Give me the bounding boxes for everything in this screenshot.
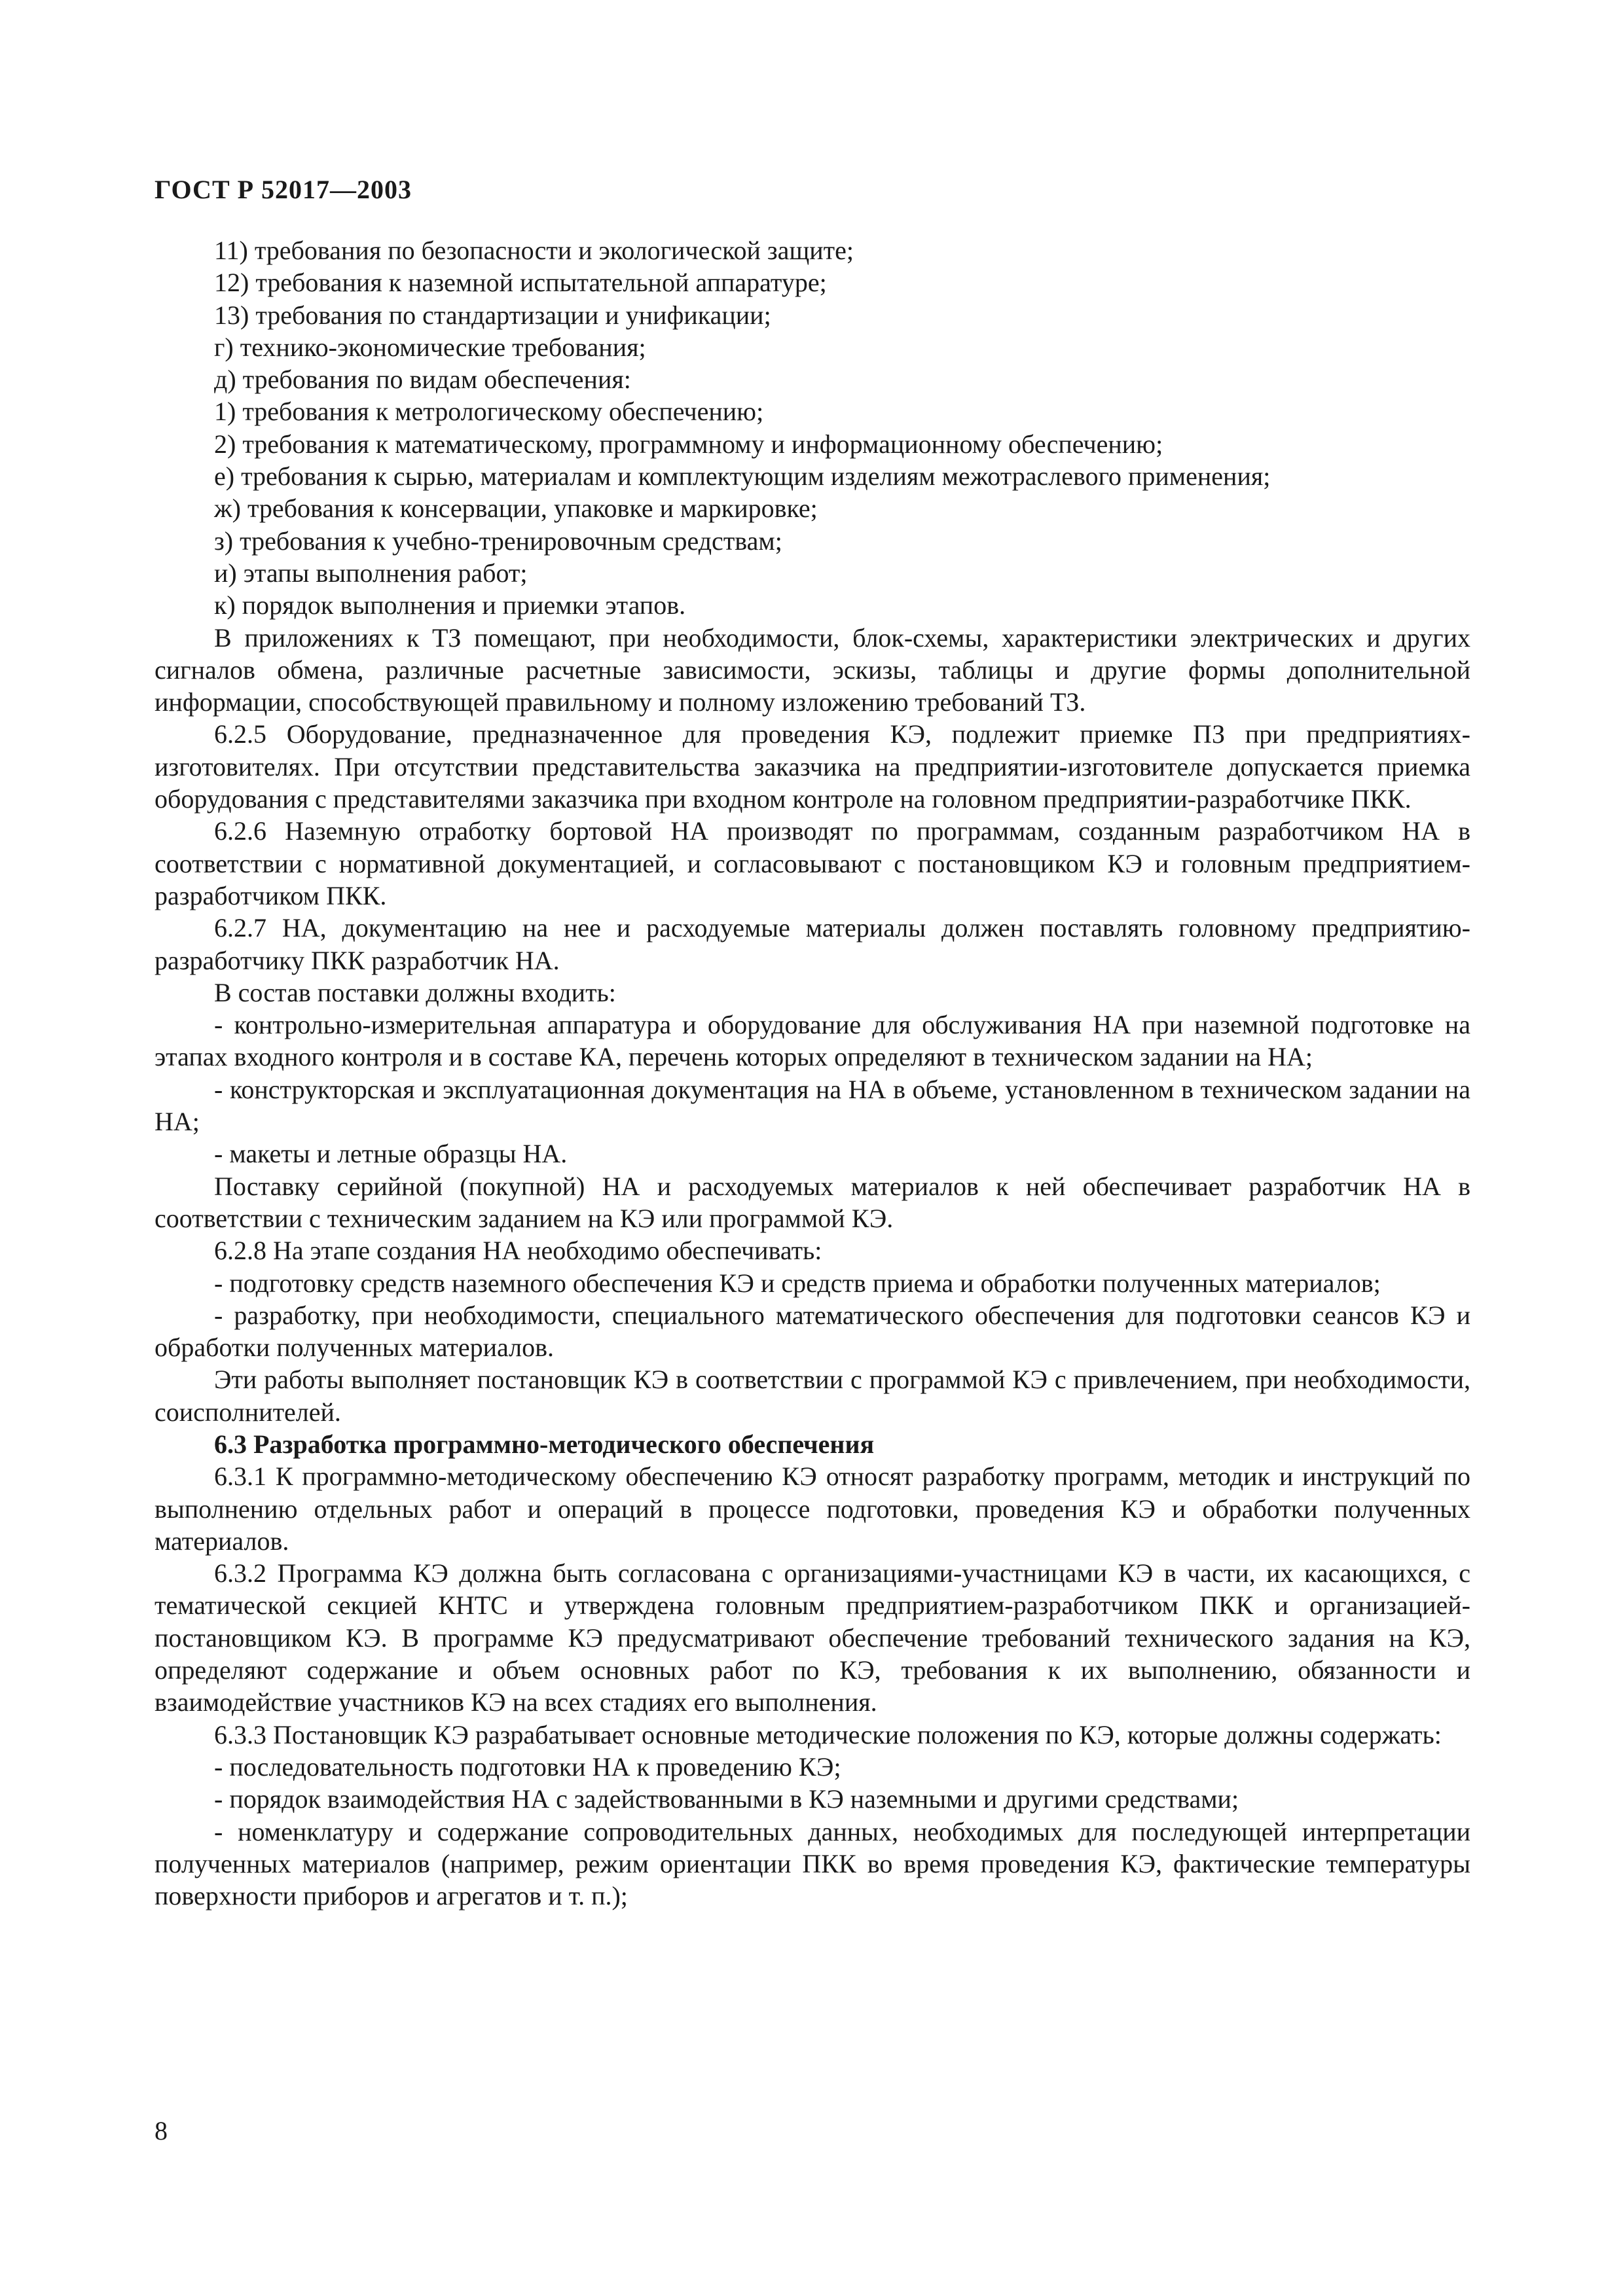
section-heading: 6.3 Разработка программно-методического обеспечения bbox=[214, 1429, 875, 1459]
paragraph: 6.2.7 НА, документацию на нее и расходуемые материалы должен поставлять головному предприятию-разработчику ПКК разработчик НА. bbox=[155, 913, 1470, 975]
page-number: 8 bbox=[155, 2116, 168, 2145]
paragraph: 13) требования по стандартизации и унификации; bbox=[214, 300, 771, 330]
paragraph: г) технико-экономические требования; bbox=[214, 332, 646, 362]
paragraph: В приложениях к ТЗ помещают, при необходимости, блок-схемы, характеристики электрических и других сигналов обмена, различные расчетные зависимости, эскизы, таблицы и другие формы дополнительной информации, способствующей правильному и полному изложению требований ТЗ. bbox=[155, 622, 1470, 717]
paragraph: - номенклатуру и содержание сопроводительных данных, необходимых для последующей интерпретации полученных материалов (например, режим ориентации ПКК во время проведения КЭ, фактические температуры поверхности приборов и агрегатов и т. п.); bbox=[155, 1816, 1470, 1911]
paragraph: и) этапы выполнения работ; bbox=[214, 558, 528, 588]
paragraph: з) требования к учебно-тренировочным средствам; bbox=[214, 526, 782, 556]
paragraph: 6.2.6 Наземную отработку бортовой НА производят по программам, созданным разработчиком НА в соответствии с нормативной документацией, и согласовывают с постановщиком КЭ и головным предприятием-разработчиком ПКК. bbox=[155, 816, 1470, 910]
paragraph: 1) требования к метрологическому обеспечению; bbox=[214, 397, 764, 427]
paragraph: 12) требования к наземной испытательной аппаратуре; bbox=[214, 268, 827, 298]
paragraph: 11) требования по безопасности и экологической защите; bbox=[214, 236, 854, 265]
paragraph: 2) требования к математическому, программному и информационному обеспечению; bbox=[214, 429, 1163, 459]
paragraph: 6.3.3 Постановщик КЭ разрабатывает основные методические положения по КЭ, которые должны содержать: bbox=[214, 1719, 1442, 1749]
paragraph: - последовательность подготовки НА к проведению КЭ; bbox=[214, 1751, 841, 1782]
paragraph: - макеты и летные образцы НА. bbox=[214, 1139, 568, 1169]
paragraph: Эти работы выполняет постановщик КЭ в соответствии с программой КЭ с привлечением, при необходимости, соисполнителей. bbox=[155, 1365, 1470, 1427]
paragraph: - подготовку средств наземного обеспечения КЭ и средств приема и обработки полученных материалов; bbox=[214, 1268, 1381, 1298]
paragraph: - порядок взаимодействия НА с задействованными в КЭ наземными и другими средствами; bbox=[214, 1784, 1239, 1814]
paragraph: В состав поставки должны входить: bbox=[214, 977, 616, 1007]
document-body bbox=[155, 234, 1470, 1912]
paragraph: - конструкторская и эксплуатационная документация на НА в объеме, установленном в техническом задании на НА; bbox=[155, 1074, 1470, 1137]
paragraph: д) требования по видам обеспечения: bbox=[214, 365, 631, 395]
paragraph: - контрольно-измерительная аппаратура и оборудование для обслуживания НА при наземной подготовке на этапах входного контроля и в составе КА, перечень которых определяют в техническом задании на НА; bbox=[155, 1010, 1470, 1072]
paragraph: Поставку серийной (покупной) НА и расходуемых материалов к ней обеспечивает разработчик НА в соответствии с техническим заданием на КЭ или программой КЭ. bbox=[155, 1171, 1470, 1233]
document-header: ГОСТ Р 52017—2003 bbox=[155, 175, 412, 204]
paragraph: 6.2.8 На этапе создания НА необходимо обеспечивать: bbox=[214, 1236, 822, 1266]
paragraph: к) порядок выполнения и приемки этапов. bbox=[214, 590, 686, 620]
paragraph: е) требования к сырью, материалам и комплектующим изделиям межотраслевого применения; bbox=[214, 461, 1271, 492]
paragraph: ж) требования к консервации, упаковке и маркировке; bbox=[214, 493, 818, 524]
paragraph: 6.3.2 Программа КЭ должна быть согласована с организациями-участницами КЭ в части, их касающихся, с тематической секцией КНТС и утверждена головным предприятием-разработчиком ПКК и организацией-постановщиком КЭ. В программе КЭ предусматривают обеспечение требований технического задания на КЭ, определяют содержание и объем основных работ по КЭ, требования к их выполнению, обязанности и взаимодействие участников КЭ на всех стадиях его выполнения. bbox=[155, 1558, 1470, 1717]
paragraph: - разработку, при необходимости, специального математического обеспечения для подготовки сеансов КЭ и обработки полученных материалов. bbox=[155, 1300, 1470, 1363]
paragraph: 6.2.5 Оборудование, предназначенное для проведения КЭ, подлежит приемке ПЗ при предприятиях-изготовителях. При отсутствии представительства заказчика на предприятии-изготовителе допускается приемка оборудования с представителями заказчика при входном контроле на головном предприятии-разработчике ПКК. bbox=[155, 719, 1470, 814]
paragraph: 6.3.1 К программно-методическому обеспечению КЭ относят разработку программ, методик и инструкций по выполнению отдельных работ и операций в процессе подготовки, проведения КЭ и обработки полученных материалов. bbox=[155, 1462, 1470, 1556]
